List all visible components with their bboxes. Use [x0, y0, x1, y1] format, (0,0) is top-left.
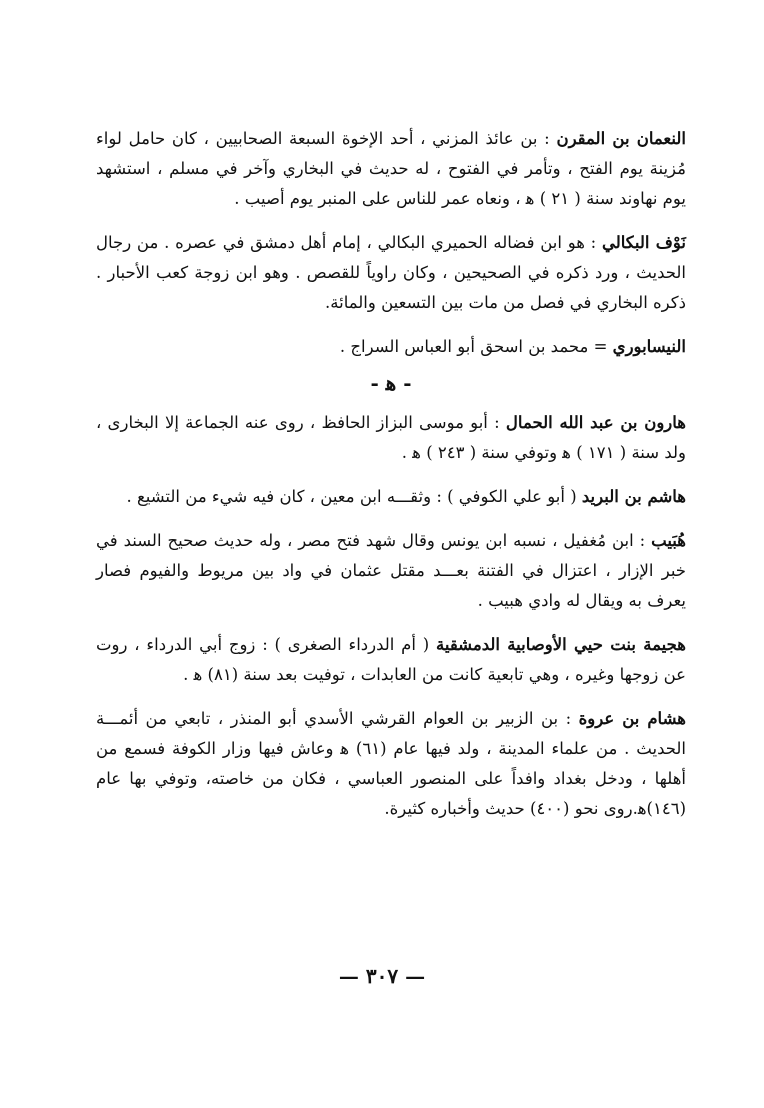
entry-text: ( أبو علي الكوفي ) : وثقـــه ابن معين ، كان فيه شيء من التشيع .	[126, 487, 582, 506]
entry-headword: هارون بن عبد الله الحمال	[505, 413, 687, 432]
entry-text: ( أم الدرداء الصغرى ) : زوج أبي الدرداء ، روت عن زوجها وغيره ، وهي تابعية كانت من العابدات ، توفيت بعد سنة (٨١) ﻫ .	[96, 635, 686, 684]
entry-headword: هشام بن عروة	[578, 709, 687, 728]
entry-headword: النعمان بن المقرن	[556, 129, 686, 148]
entry-al-naysaburi-crossref	[96, 332, 686, 362]
entry-text: : ابن مُغفيل ، نسبه ابن يونس وقال شهد فتح مصر ، وله حديث صحيح السند في خبر الإزار ، اعتزال في الفتنة بعـــد مقتل عثمان في واد بين مريوط والفيوم فصار يعرف به ويقال له وادي هبيب .	[96, 531, 686, 610]
entry-hubayb	[96, 526, 686, 616]
entry-hujayma-bint-huyay	[96, 630, 686, 690]
letter-section-heading: - ﻫ -	[370, 371, 412, 395]
entry-text: = محمد بن اسحق أبو العباس السراج .	[339, 337, 613, 356]
entry-text: : بن الزبير بن العوام القرشي الأسدي أبو المنذر ، تابعي من أئمـــة الحديث . من علماء المدينة ، ولد فيها عام (٦١) ﻫ وعاش فيها وزار الكوفة فسمع من أهلها ، ودخل بغداد وافداً على المنصور العباسي ، فكان من خاصته، وتوفي بها عام (١٤٦)ﻫ.روى نحو (٤٠٠) حديث وأخباره كثيرة.	[96, 709, 686, 818]
entry-text: : هو ابن فضاله الحميري البكالي ، إمام أهل دمشق في عصره . من رجال الحديث ، ورد ذكره في الصحيحين ، وكان راوياً للقصص . وهو ابن زوجة كعب الأحبار . ذكره البخاري في فصل من مات بين التسعين والمائة.	[96, 233, 686, 312]
entry-text: : بن عائذ المزني ، أحد الإخوة السبعة الصحابيين ، كان حامل لواء مُزينة يوم الفتح ، وتأمر في الفتوح ، له حديث في البخاري وآخر في مسلم ، استشهد يوم نهاوند سنة ( ٢١ ) ﻫ ، ونعاه عمر للناس على المنبر يوم أصيب .	[96, 129, 686, 208]
entry-harun-ibn-abdullah	[96, 408, 686, 468]
entry-hisham-ibn-urwa	[96, 704, 686, 824]
entry-headword: النيسابوري	[612, 337, 686, 356]
entry-headword: هاشم بن البريد	[581, 487, 686, 506]
page-number: — ٣٠٧ —	[338, 964, 426, 988]
entry-headword: نَوْف البكالي	[602, 233, 686, 252]
entry-numan-ibn-muqrin	[96, 124, 686, 214]
entry-nawf-al-bikali	[96, 228, 686, 318]
entry-headword: هُبَيب	[651, 531, 686, 550]
book-page	[96, 124, 686, 838]
entry-headword: هجيمة بنت حيي الأوصابية الدمشقية	[436, 635, 686, 654]
entry-text: : أبو موسى البزاز الحافظ ، روى عنه الجماعة إلا البخارى ، ولد سنة ( ١٧١ ) ﻫ وتوفي سنة ( ٢٤٣ ) ﻫ .	[96, 413, 686, 462]
entry-hashim-ibn-al-barid	[96, 482, 686, 512]
